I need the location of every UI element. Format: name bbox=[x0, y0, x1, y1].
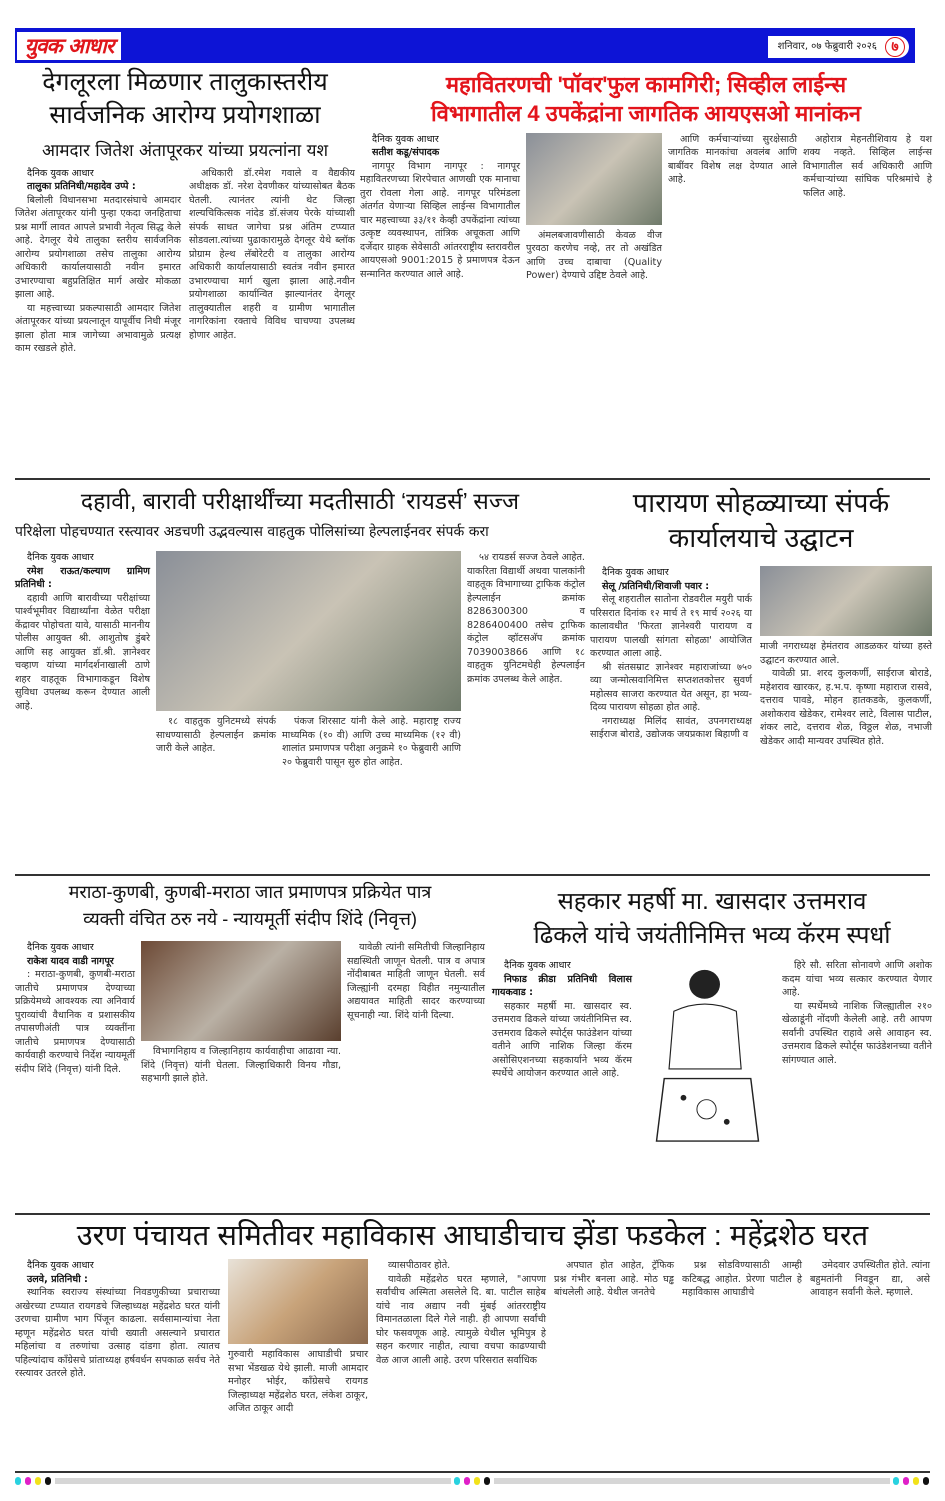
paragraph: यावेळी प्रा. शरद कुलकर्णी, साईराज बोराडे, महेशराव खारकर, ह.भ.प. कृष्णा महाराज रासवे, दत्तराव पावडे, मोहन हातकडके, कुलकर्णी, अशोकराव खेडेकर, रामेश्वर लाटे, विलास पाटील, शंकर लाटे, दत्तराव शेळ, विठ्ठल शेळ, नभाजी खेडेकर आदी मान्यवर उपस्थित होते. bbox=[760, 668, 932, 747]
photo-caption: गुरुवारी महाविकास आघाडीची प्रचार सभा भेंडखळ येथे झाली. माजी आमदार मनोहर भोईर, काँग्रेसचे रायगड जिल्हाध्यक्ष महेंद्रशेठ घरत, लंकेश ठाकूर, अजित ठाकूर आदी bbox=[228, 1349, 368, 1415]
paragraph: : मराठा-कुणबी, कुणबी-मराठा जातीचे प्रमाणपत्र देण्याच्या प्रक्रियेमध्ये आवश्यक त्या अनिवार्य पुराव्यांची वैधानिक व प्रशासकीय तपासणीअंती पात्र व्यक्तींना जातीचे प्रमाणपत्र देण्यासाठी कार्यवाही करण्याचे निर्देश न्यायमूर्ती संदीप शिंदे (निवृत्त) यांनी दिले. bbox=[15, 969, 135, 1075]
paragraph: ५४ रायडर्स सज्ज ठेवले आहेत. याकरिता विद्यार्थी अथवा पालकांनी वाहतूक विभागाच्या ट्राफिक कंट्रोल हेल्पलाईन क्रमांक 8286300300 व 8286400400 तसेच ट्राफिक कंट्रोल व्हॉटसअ‍ॅप क्रमांक 7039003866 आणि १८ वाहतुक युनिटमधेही हेल्पलाईन क्रमांक उपलब्ध केले आहेत. bbox=[467, 552, 585, 685]
page-number: ७ bbox=[885, 37, 905, 57]
paragraph: उमेदवार उपस्थितीत होते. त्यांना बहुमतांनी निवडून द्या, असे आवाहन सर्वांनी केले. म्हणाले. bbox=[810, 1260, 931, 1299]
article-exam-riders bbox=[15, 488, 585, 769]
paragraph: दहावी आणि बारावीच्या परीक्षांच्या पार्श्वभूमीवर विद्यार्थ्यांना वेळेत परीक्षा केंद्रावर पोहोचता यावे, यासाठी माननीय पोलीस आयुक्त श्री. आशुतोष डुंबरे आणि सह आयुक्त डॉ.श्री. ज्ञानेश्वर चव्हाण यांच्या मार्गदर्शनाखाली ठाणे शहर वाहतूक विभागाकडून विशेष सुविधा उपलब्ध करून देण्यात आली आहे. bbox=[15, 592, 150, 712]
article-degloor-lab bbox=[15, 68, 355, 356]
headline-line-1: सहकार महर्षी मा. खासदार उत्तमराव bbox=[557, 888, 867, 915]
paragraph: यावेळी महेंद्रशेठ घरत म्हणाले, "आपणा सर्वांचीच अस्मिता असलेले दि. बा. पाटील साहेब यांचे नाव अद्याप नवी मुंबई आंतरराष्ट्रीय विमानतळाला दिले गेले नाही. ही आपणा सर्वांची घोर फसवणूक आहे. त्यामुळे येथील भूमिपुत्र हे सहन करणार नाहीत, त्याचा वचपा काढण्याची वेळ आज आली आहे. उरण परिसरात सर्वाधिक bbox=[376, 1273, 546, 1366]
paragraph: नागपूर विभाग नागपूर : नागपूर महावितरणच्या शिरपेचात आणखी एक मानाचा तुरा रोवला गेला आहे. नागपूर परिमंडला अंतर्गत येणाऱ्या सिव्हिल लाईन्स विभागातील चार महत्त्वाच्या ३३/११ केव्ही उपकेंद्रांना त्यांच्या उत्कृष्ट व्यवस्थापन, तांत्रिक अचूकता आणि दर्जेदार ग्राहक सेवेसाठी आंतरराष्ट्रीय स्तरावरील आयएसओ 9001:2015 हे प्रमाणपत्र देऊन सन्मानित करण्यात आले आहे. bbox=[360, 160, 520, 280]
source: दैनिक युवक आधार bbox=[27, 942, 94, 954]
print-registration-strip bbox=[15, 1477, 930, 1485]
paragraph: १८ वाहतुक युनिटमध्ये संपर्क साधण्यासाठी हेल्पलाईन क्रमांक जारी केले आहेत. bbox=[156, 716, 276, 755]
article-parayan-office bbox=[590, 488, 932, 748]
paragraph: व्यासपीठावर होते. bbox=[388, 1260, 451, 1272]
paragraph: पंकज शिरसाट यांनी केले आहे. महाराष्ट्र राज्य माध्यमिक (१० वी) आणि उच्च माध्यमिक (१२ वी) शालांत प्रमाणपत्र परीक्षा अनुक्रमे १० फेब्रुवारी आणि २० फेब्रुवारी पासून सुरु होत आहेत. bbox=[282, 716, 461, 768]
paragraph: सेलू शहरातील सातोना रोडवरील मयुरी पार्क परिसरात दिनांक १२ मार्च ते १९ मार्च २०२६ या कालावधीत 'फिरता ज्ञानेश्वरी पारायण व पारायण पालखी सांगता सोहळा' आयोजित करण्यात आला आहे. bbox=[590, 594, 752, 660]
article-maratha-kunbi bbox=[15, 882, 485, 1086]
traffic-police-riders-photo bbox=[156, 551, 461, 711]
paragraph: श्री संतसम्राट ज्ञानेश्वर महाराजांच्या ७५० व्या जन्मोत्सवानिमित्त सप्तशतकोत्तर सुवर्ण महोत्सव साजरा करण्यात येत असून, हा भव्य-दिव्य पारायण सोहळा होत आहे. bbox=[590, 661, 752, 714]
article-uran-panchayat bbox=[15, 1220, 930, 1416]
byline: तालुका प्रतिनिधी/महादेव उप्पे : bbox=[27, 181, 136, 192]
rally-photo bbox=[228, 1259, 368, 1344]
paragraph: या स्पर्धेमध्ये नाशिक जिल्ह्यातील २१० खेळाडूंनी नोंदणी केलेली आहे. तरी आपण सर्वांनी उपस्थित राहावे असे आवाहन स्व. उत्तमराव ढिकले स्पोर्ट्स फाउंडेशनच्या वतीने सांगण्यात आले. bbox=[782, 1000, 932, 1066]
headline-line-2: कार्यालयाचे उद्घाटन bbox=[668, 523, 854, 554]
byline: निफाड क्रीडा प्रतिनिधी विलास गायकवाड : bbox=[492, 973, 632, 999]
divider bbox=[15, 874, 930, 876]
headline-line-1: देगलूरला मिळणार तालुकास्तरीय bbox=[42, 68, 328, 96]
divider bbox=[15, 1213, 930, 1215]
paragraph: विभागनिहाय व जिल्हानिहाय कार्यवाहीचा आढावा न्या. शिंदे (निवृत्त) यांनी घेतला. जिल्हाधिकारी विनय गौडा, सहभागी झाले होते. bbox=[141, 1046, 341, 1085]
carrom-player-illustration bbox=[640, 959, 774, 1149]
headline-line-1: मराठा-कुणबी, कुणबी-मराठा जात प्रमाणपत्र प्रक्रियेत पात्र bbox=[68, 882, 432, 902]
paragraph: हिरे सौ. सरिता सोनावणे आणि अशोक कदम यांचा भव्य सत्कार करण्यात येणार आहे. bbox=[782, 960, 932, 999]
article-deck: आमदार जितेश अंतापूरकर यांच्या प्रयत्नांना यश bbox=[41, 140, 328, 161]
byline: रमेश राऊत/कल्याण ग्रामिण प्रतिनिधी : bbox=[15, 565, 150, 591]
meeting-photo bbox=[141, 941, 341, 1041]
byline: उलवे, प्रतिनिधी : bbox=[27, 1273, 88, 1285]
byline: राकेश यादव वाडी नागपूर bbox=[27, 955, 114, 967]
paragraph: यावेळी त्यांनी समितीची जिल्हानिहाय सद्यस्थिती जाणून घेतली. पात्र व अपात्र नोंदीबाबत माहिती जाणून घेतली. सर्व जिल्ह्यांनी दरमहा विहीत नमुन्यातील अद्ययावत माहिती सादर करण्याच्या सूचनाही न्या. शिंदे यांनी दिल्या. bbox=[347, 942, 485, 1021]
paragraph: अपघात होत आहेत, ट्रॅफिक प्रश्न गंभीर बनला आहे. मोठ घड्ढ बांधलेली आहे. येथील जनतेचे bbox=[554, 1260, 674, 1299]
paragraph: प्रश्न सोडविण्यासाठी आम्ही कटिबद्ध आहोत. प्रेरणा पाटील हे महाविकास आघाडीचे bbox=[682, 1260, 802, 1299]
headline: उरण पंचायत समितीवर महाविकास आघाडीचाच झेंडा फडकेल : महेंद्रशेठ घरत bbox=[76, 1220, 869, 1252]
source: दैनिक युवक आधार bbox=[504, 960, 571, 972]
divider bbox=[15, 1471, 930, 1473]
headline-line-2: विभागातील 4 उपकेंद्रांना जागतिक आयएसओ मानांकन bbox=[430, 101, 862, 127]
photo-caption: माजी नगराध्यक्ष हेमंतराव आडळकर यांच्या हस्ते उद्घाटन करण्यात आले. bbox=[760, 641, 932, 666]
byline: सेलू /प्रतिनिधी/शिवाजी पवार : bbox=[602, 580, 710, 592]
headline-line-2: ढिकले यांचे जयंतीनिमित्त भव्य कॅरम स्पर्धा bbox=[533, 921, 891, 949]
paragraph: या महत्त्वाच्या प्रकल्पासाठी आमदार जितेश अंतापूरकर यांच्या प्रयत्नातून यापूर्वीच निधी मंजूर झाला होता मात्र जागेच्या अभावामुळे प्रत्यक्ष काम रखडले होते. bbox=[15, 302, 181, 354]
headline-line-2: सार्वजनिक आरोग्य प्रयोगशाळा bbox=[49, 100, 321, 129]
issue-date bbox=[768, 36, 909, 58]
source: दैनिक युवक आधार bbox=[27, 552, 94, 564]
paragraph: सहकार महर्षी मा. खासदार स्व. उत्तमराव ढिकले यांच्या जयंतीनिमित्त स्व. उत्तमराव ढिकले स्पोर्ट्स फाउंडेशन यांच्या वतीने आणि नाशिक जिल्हा कॅरम असोसिएशनच्या सहकार्याने भव्य कॅरम स्पर्धेचे आयोजन करण्यात आले आहे. bbox=[492, 1000, 632, 1080]
masthead bbox=[15, 28, 915, 63]
article-mahavitaran-iso bbox=[360, 72, 932, 283]
headline: दहावी, बारावी परीक्षार्थींच्या मदतीसाठी ‘रायडर्स’ सज्ज bbox=[80, 488, 520, 514]
paragraph: अहोरात्र मेहनतीशिवाय हे यश शक्य नव्हते. सिव्हिल लाईन्स विभागातील सर्व अधिकारी आणि कर्मचाऱ्यांच्या सांघिक परिश्रमांचे हे फलित आहे. bbox=[803, 133, 932, 199]
article-deck: परिक्षेला पोहचण्यात रस्त्यावर अडचणी उद्भवल्यास वाहतुक पोलिसांच्या हेल्पलाईनवर संपर्क करा bbox=[15, 524, 489, 541]
substation-photo bbox=[526, 133, 662, 225]
source: दैनिक युवक आधार bbox=[602, 567, 669, 579]
source: दैनिक युवक आधार bbox=[27, 167, 94, 179]
inauguration-photo bbox=[760, 566, 932, 636]
paragraph: आणि कर्मचाऱ्यांच्या सुरक्षेसाठी जागतिक मानकांचा अवलंब आणि बाबींवर विशेष लक्ष देण्यात आले आहे. bbox=[668, 133, 797, 186]
headline-line-2: व्यक्ती वंचित ठरु नये - न्यायमूर्ती संदीप शिंदे (निवृत्त) bbox=[83, 908, 417, 929]
date-text: शनिवार, ०७ फेब्रुवारी २०२६ bbox=[777, 41, 877, 52]
paragraph: अधिकारी डॉ.रमेश गवाले व वैद्यकीय अधीक्षक डॉ. नरेश देवणीकर यांच्यासोबत बैठक घेतली. त्यानंतर त्यांनी थेट जिल्हा शल्यचिकित्सक नांदेड डॉ.संजय पेरके यांच्याशी संपर्क साधत जागेचा प्रश्न अंतिम टप्प्यात सोडवला.त्यांच्या पुढाकारामुळे देगलूर येथे ब्लॉक प्रोग्राम हेल्थ लॅबोरेटरी व तालुका आरोग्य अधिकारी कार्यालयासाठी स्वतंत्र नवीन इमारत उभारण्याचा मार्ग खुला झाला आहे.नवीन प्रयोगशाळा कार्यान्वित झाल्यानंतर देगलूर तालुक्यातील शहरी व ग्रामीण भागातील नागरिकांना रक्ताचे विविध चाचण्या उपलब्ध होणार आहेत. bbox=[189, 167, 355, 341]
byline: सतीश कडू/संपादक bbox=[372, 147, 440, 159]
newspaper-logo: युवक आधार bbox=[17, 32, 121, 60]
divider bbox=[15, 478, 930, 480]
paragraph: अंमलबजावणीसाठी केवळ वीज पुरवठा करणेच नव्हे, तर तो अखंडित आणि उच्च दाबाचा (Quality Power) देण्याचे उद्दिष्ट ठेवले आहे. bbox=[526, 229, 662, 282]
headline-line-1: महावितरणची 'पॉवर'फुल कामगिरी; सिव्हील लाईन्स bbox=[445, 72, 847, 97]
source: दैनिक युवक आधार bbox=[27, 1260, 94, 1272]
paragraph: बिलोली विधानसभा मतदारसंघाचे आमदार जितेश अंतापूरकर यांनी पुन्हा एकदा जनहिताचा प्रश्न मार्गी लावत आपले प्रभावी नेतृत्व सिद्ध केले आहे. देगलूर येथे तालुका स्तरीय सार्वजनिक आरोग्य प्रयोगशाळा तसेच तालुका आरोग्य अधिकारी कार्यालयासाठी नवीन इमारत उभारण्याचा बहुप्रतिक्षित मार्ग अखेर मोकळा झाला आहे. bbox=[15, 194, 181, 300]
article-carrom-tournament bbox=[492, 888, 932, 1149]
paragraph: स्थानिक स्वराज्य संस्थांच्या निवडणुकीच्या प्रचाराच्या अखेरच्या टप्प्यात रायगडचे जिल्हाध्यक्ष महेंद्रशेठ घरत यांनी उरणचा ग्रामीण भाग पिंजून काढला. सर्वसामान्यांचा नेता म्हणून महेंद्रशेठ घरत यांची ख्याती असल्याने प्रचारात महिलांचा व तरुणांचा उत्साह दांडगा होता. त्यातच पहिल्यांदाच काँग्रेसचे प्रांताध्यक्ष हर्षवर्धन सपकाळ सर्वच नेते रस्त्यावर उतरले होते. bbox=[15, 1287, 220, 1380]
source: दैनिक युवक आधार bbox=[372, 133, 439, 145]
paragraph: नगराध्यक्ष मिलिंद सावंत, उपनगराध्यक्ष साईराज बोराडे, उद्योजक जयप्रकाश बिहाणी व bbox=[590, 715, 752, 741]
carrom-player-icon bbox=[645, 962, 770, 1147]
headline-line-1: पारायण सोहळ्याच्या संपर्क bbox=[632, 488, 890, 518]
